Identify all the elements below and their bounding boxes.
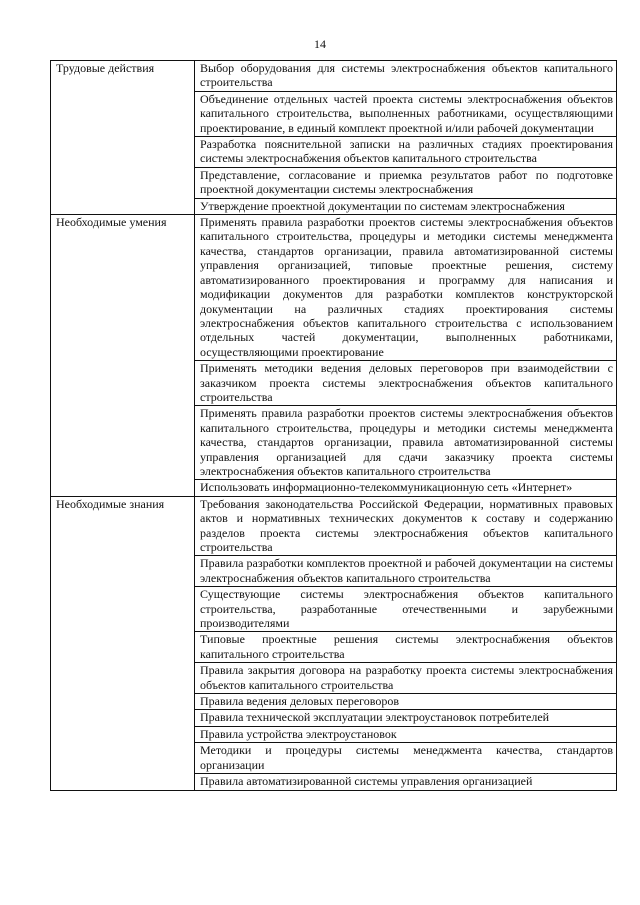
table-cell: Правила устройства электроустановок <box>195 726 617 742</box>
section-label-required-knowledge: Необходимые знания <box>51 496 195 790</box>
table-cell: Правила закрытия договора на разработку проекта системы электроснабжения объектов капитального строительства <box>195 663 617 694</box>
table-cell: Применять правила разработки проектов системы электроснабжения объектов капитального строительства, процедуры и методики системы менеджмента качества, стандартов организации, правила автоматизированной системы управления организацией, типовые проектные решения, систему автоматизированного проектирования и программу для написания и модификации документов для разработки комплектов конструкторской документации на различных стадиях проектирования системы электроснабжения объектов капитального строительства с использованием отдельных частей документации, выполненных работниками, осуществляющими проектирование <box>195 215 617 361</box>
section-label-required-skills: Необходимые умения <box>51 215 195 497</box>
table-cell: Объединение отдельных частей проекта системы электроснабжения объектов капитального строительства, выполненных работниками, осуществляющими проектирование, в единый комплект проектной и/или рабочей документации <box>195 91 617 136</box>
page-number: 14 <box>314 37 326 51</box>
table-cell: Правила разработки комплектов проектной и рабочей документации на системы электроснабжения объектов капитального строительства <box>195 556 617 587</box>
competency-table <box>50 60 617 791</box>
table-cell: Применять методики ведения деловых переговоров при взаимодействии с заказчиком проекта системы электроснабжения объектов капитального строительства <box>195 361 617 406</box>
table-cell: Использовать информационно-телекоммуникационную сеть «Интернет» <box>195 480 617 496</box>
table-cell: Типовые проектные решения системы электроснабжения объектов капитального строительства <box>195 632 617 663</box>
table-cell: Представление, согласование и приемка результатов работ по подготовке проектной документации системы электроснабжения <box>195 167 617 198</box>
table-cell: Утверждение проектной документации по системам электроснабжения <box>195 198 617 214</box>
table-cell: Правила технической эксплуатации электроустановок потребителей <box>195 710 617 726</box>
table-cell: Применять правила разработки проектов системы электроснабжения объектов капитального строительства, процедуры и методики системы менеджмента качества, стандартов организации, правила автоматизированной системы управления организацией для сдачи заказчику проекта системы электроснабжения объектов капитального строительства <box>195 406 617 480</box>
table-cell: Разработка пояснительной записки на различных стадиях проектирования системы электроснабжения объектов капитального строительства <box>195 137 617 168</box>
table-row <box>51 61 617 92</box>
table-cell: Требования законодательства Российской Федерации, нормативных правовых актов и нормативных технических документов к составу и содержанию разделов проекта системы электроснабжения объектов капитального строительства <box>195 496 617 556</box>
section-label-labor-actions: Трудовые действия <box>51 61 195 215</box>
table-cell: Правила автоматизированной системы управления организацией <box>195 774 617 790</box>
table-cell: Выбор оборудования для системы электроснабжения объектов капитального строительства <box>195 61 617 92</box>
table-cell: Правила ведения деловых переговоров <box>195 694 617 710</box>
table-row <box>51 496 617 556</box>
table-row <box>51 215 617 361</box>
table-cell: Существующие системы электроснабжения объектов капитального строительства, разработанные отечественными и зарубежными производителями <box>195 587 617 632</box>
table-cell: Методики и процедуры системы менеджмента качества, стандартов организации <box>195 743 617 774</box>
